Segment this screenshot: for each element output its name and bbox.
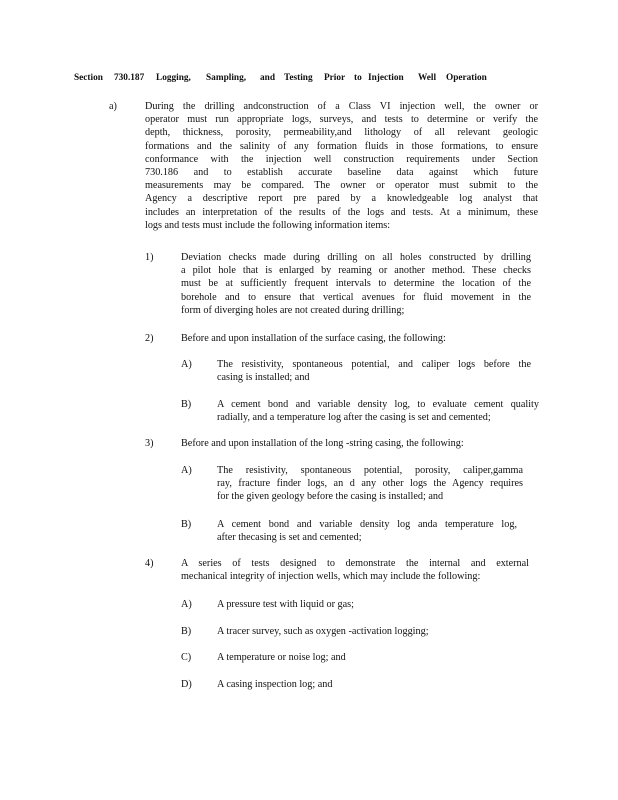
- text-line: A tracer survey, such as oxygen -activation logging;: [217, 626, 429, 637]
- item-4c-marker: C): [181, 652, 192, 663]
- item-2a-marker: A): [181, 359, 192, 370]
- text-line: Deviation checks made during drilling on all holes constructed by drilling: [181, 252, 531, 263]
- item-2-text: [181, 332, 491, 345]
- heading-section-word: Section: [74, 73, 103, 83]
- item-1-marker: 1): [145, 252, 154, 263]
- item-3-marker: 3): [145, 438, 154, 449]
- text-line: casing is installed; and: [217, 372, 310, 384]
- text-line: A temperature or noise log; and: [217, 652, 346, 663]
- text-line: radially, and a temperature log after the casing is set and cemented;: [217, 412, 491, 424]
- text-line: Before and upon installation of the surface casing, the following:: [181, 333, 446, 344]
- text-line: A cement bond and variable density log anda temperature log,: [217, 519, 517, 530]
- text-line: Before and upon installation of the long -string casing, the following:: [181, 438, 464, 449]
- paragraph-a-marker: a): [109, 101, 117, 112]
- text-line: depth, thickness, porosity, permeability,and lithology of all relevant geologic: [145, 127, 538, 139]
- item-4-text: [181, 557, 529, 583]
- heading-word: Sampling,: [206, 73, 247, 83]
- item-3a-marker: A): [181, 465, 192, 476]
- heading-word: Testing: [284, 73, 313, 83]
- text-line: operator must run appropriate logs, surveys, and tests to determine or verify the: [145, 114, 538, 126]
- text-line: form of diverging holes are not created during drilling;: [181, 304, 405, 316]
- item-4d-text: [217, 678, 357, 691]
- heading-word: Operation: [446, 73, 487, 83]
- heading-section-number: 730.187: [114, 73, 145, 83]
- text-line: During the drilling andconstruction of a Class VI injection well, the owner or: [145, 101, 538, 112]
- text-line: includes an interpretation of the results of the logs and tests. At a minimum, these: [145, 206, 538, 218]
- heading-word: Well: [418, 73, 437, 83]
- text-line: for the given geology before the casing is installed; and: [217, 491, 444, 503]
- item-3a-text: [217, 464, 523, 504]
- heading-word: to: [354, 73, 362, 83]
- text-line: logs and tests must include the following information items:: [145, 219, 391, 231]
- text-line: ray, fracture finder logs, an d any other logs the Agency requires: [217, 478, 523, 490]
- text-line: mechanical integrity of injection wells, which may include the following:: [181, 571, 481, 583]
- item-2b-marker: B): [181, 399, 192, 410]
- text-line: Agency a descriptive report pre pared by a knowledgeable log analyst that: [145, 193, 538, 205]
- item-4b-marker: B): [181, 626, 192, 637]
- item-4d-marker: D): [181, 679, 192, 690]
- text-line: must be at sufficiently frequent intervals to determine the location of the: [181, 278, 531, 290]
- paragraph-a: [145, 100, 538, 232]
- item-2-marker: 2): [145, 333, 154, 344]
- section-heading: [74, 73, 494, 83]
- text-line: 730.186 and to establish accurate baseline data against which future: [145, 167, 538, 179]
- text-line: measurements may be compared. The owner or operator must submit to the: [145, 180, 538, 192]
- item-4a-text: [217, 598, 387, 611]
- text-line: A pressure test with liquid or gas;: [217, 599, 354, 610]
- text-line: The resistivity, spontaneous potential, porosity, caliper,gamma: [217, 465, 523, 476]
- text-line: formations and the salinity of any formation fluids in those formations, to ensure: [145, 140, 538, 152]
- item-3b-text: [217, 518, 517, 544]
- heading-word: Injection: [368, 73, 404, 83]
- text-line: A cement bond and variable density log, to evaluate cement quality: [217, 399, 539, 410]
- item-1-text: [181, 251, 531, 317]
- text-line: a pilot hole that is enlarged by reaming or another method. These checks: [181, 265, 531, 277]
- text-line: A casing inspection log; and: [217, 679, 333, 690]
- heading-word: Prior: [324, 73, 346, 83]
- item-3b-marker: B): [181, 519, 192, 530]
- item-2b-text: [217, 398, 539, 424]
- item-4-marker: 4): [145, 558, 154, 569]
- item-3-text: [181, 437, 507, 450]
- text-line: The resistivity, spontaneous potential, and caliper logs before the: [217, 359, 531, 370]
- text-line: A series of tests designed to demonstrate the internal and external: [181, 558, 529, 569]
- item-2a-text: [217, 358, 531, 384]
- item-4a-marker: A): [181, 599, 192, 610]
- heading-word: Logging,: [156, 73, 191, 83]
- text-line: conformance with the injection well construction requirements under Section: [145, 153, 538, 165]
- text-line: borehole and to ensure that vertical avenues for fluid movement in the: [181, 291, 531, 303]
- item-4c-text: [217, 651, 372, 664]
- text-line: after thecasing is set and cemented;: [217, 532, 362, 544]
- item-4b-text: [217, 625, 462, 638]
- heading-word: and: [260, 73, 275, 83]
